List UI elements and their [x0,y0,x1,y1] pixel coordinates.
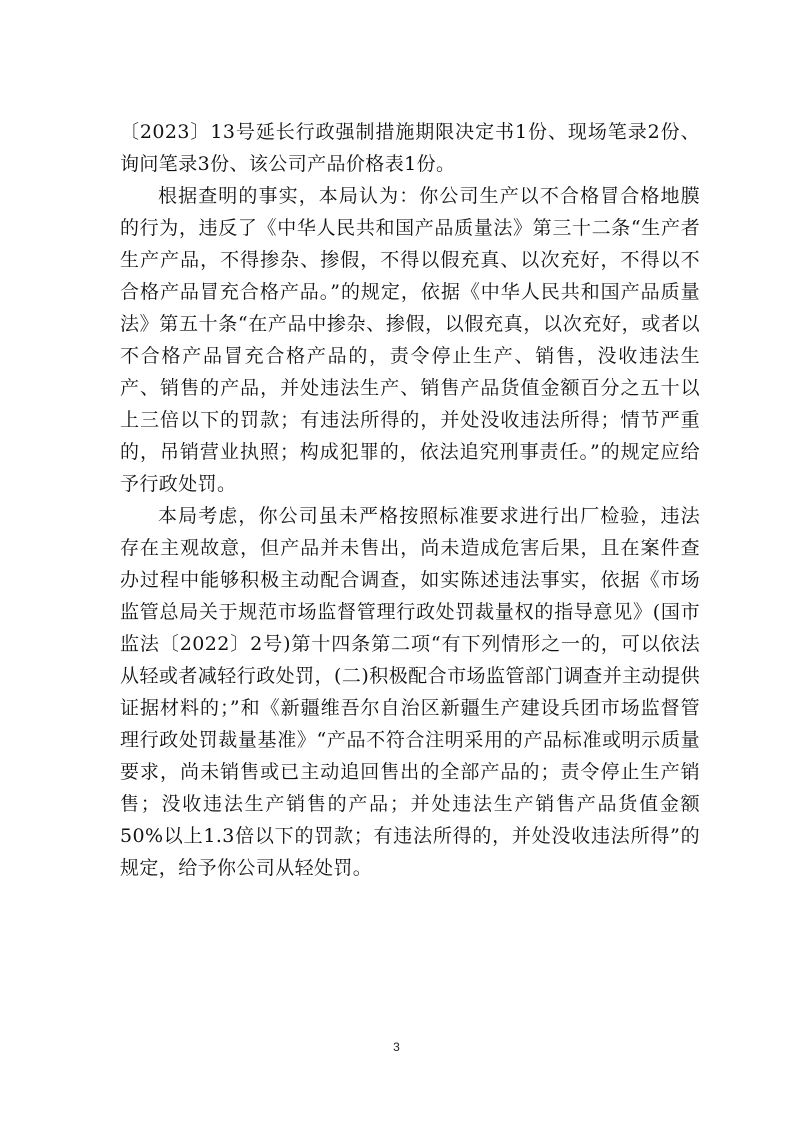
paragraph-evidence-continuation: 〔2023〕13号延长行政强制措施期限决定书1份、现场笔录2份、询问笔录3份、该公司产品价格表1份。 [120,121,700,175]
page-number: 3 [393,1040,400,1054]
paragraph-considerations: 本局考虑，你公司虽未严格按照标准要求进行出厂检验，违法存在主观故意，但产品并未售出，尚未造成危害后果，且在案件查办过程中能够积极主动配合调查，如实陈述违法事实，依据《市场监管总局关于规范市场监督管理行政处罚裁量权的指导意见》(国市监法〔2022〕2号)第十四条第二项“有下列情形之一的，可以依法从轻或者减轻行政处罚，(二)积极配合市场监管部门调查并主动提供证据材料的；”和《新疆维吾尔自治区新疆生产建设兵团市场监督管理行政处罚裁量基准》“产品不符合注明采用的产品标准或明示质量要求，尚未销售或已主动追回售出的全部产品的；责令停止生产销售；没收违法生产销售的产品；并处违法生产销售产品货值金额50%以上1.3倍以下的罚款；有违法所得的，并处没收违法所得”的规定，给予你公司从轻处罚。 [120,505,700,879]
document-body [120,116,700,884]
paragraph-findings: 根据查明的事实，本局认为：你公司生产以不合格冒合格地膜的行为，违反了《中华人民共和国产品质量法》第三十二条“生产者生产产品，不得掺杂、掺假，不得以假充真、以次充好，不得以不合格产品冒充合格产品。”的规定，依据《中华人民共和国产品质量法》第五十条“在产品中掺杂、掺假，以假充真，以次充好，或者以不合格产品冒充合格产品的，责令停止生产、销售，没收违法生产、销售的产品，并处违法生产、销售产品货值金额百分之五十以上三倍以下的罚款；有违法所得的，并处没收违法所得；情节严重的，吊销营业执照；构成犯罪的，依法追究刑事责任。”的规定应给予行政处罚。 [120,185,700,495]
